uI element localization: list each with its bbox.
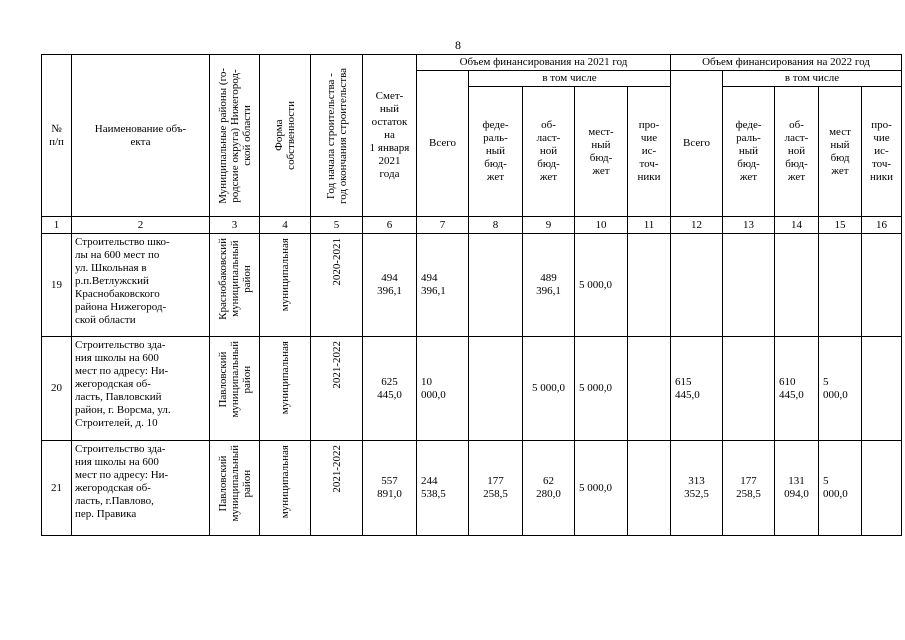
total-2022-value bbox=[671, 234, 723, 337]
column-number: 8 bbox=[469, 217, 523, 234]
header-district bbox=[210, 55, 260, 217]
district-text: Павловский муниципальный район bbox=[216, 341, 253, 418]
column-number: 13 bbox=[723, 217, 775, 234]
ownership-cell bbox=[260, 441, 311, 536]
column-number: 14 bbox=[775, 217, 819, 234]
header-federal-2022: феде- раль- ный бюд- жет bbox=[723, 87, 775, 217]
years-cell bbox=[311, 337, 363, 441]
column-number: 3 bbox=[210, 217, 260, 234]
federal-2021-value bbox=[469, 337, 523, 441]
other-2021-value bbox=[628, 234, 671, 337]
header-ownership bbox=[260, 55, 311, 217]
header-federal-2021: феде- раль- ный бюд- жет bbox=[469, 87, 523, 217]
header-ownership-text: Форма собственности bbox=[273, 101, 297, 170]
regional-2022-value: 131 094,0 bbox=[775, 441, 819, 536]
column-number: 9 bbox=[523, 217, 575, 234]
district-text: Павловский муниципальный район bbox=[216, 445, 253, 522]
header-years-text: Год начала строительства - год окончания строительства bbox=[324, 67, 349, 204]
header-including-2022: в том числе bbox=[723, 71, 902, 87]
row-number: 20 bbox=[42, 337, 72, 441]
column-number-row bbox=[42, 217, 902, 234]
years-text: 2021-2022 bbox=[330, 341, 343, 389]
table-row bbox=[42, 234, 902, 337]
row-number: 21 bbox=[42, 441, 72, 536]
other-2022-value bbox=[862, 234, 902, 337]
other-2021-value bbox=[628, 337, 671, 441]
federal-2022-value: 177 258,5 bbox=[723, 441, 775, 536]
regional-2021-value: 5 000,0 bbox=[523, 337, 575, 441]
header-years bbox=[311, 55, 363, 217]
district-cell bbox=[210, 441, 260, 536]
column-number: 5 bbox=[311, 217, 363, 234]
regional-2021-value: 489 396,1 bbox=[523, 234, 575, 337]
page-number: 8 bbox=[455, 38, 461, 52]
ownership-cell bbox=[260, 337, 311, 441]
column-number: 1 bbox=[42, 217, 72, 234]
column-number: 11 bbox=[628, 217, 671, 234]
header-fin-2022: Объем финансирования на 2022 год bbox=[671, 55, 902, 71]
years-cell bbox=[311, 234, 363, 337]
regional-2022-value: 610 445,0 bbox=[775, 337, 819, 441]
header-remainder: Смет- ный остаток на 1 января 2021 года bbox=[363, 55, 417, 217]
header-local-2022: мест ный бюд жет bbox=[819, 87, 862, 217]
local-2022-value: 5 000,0 bbox=[819, 441, 862, 536]
table-row bbox=[42, 441, 902, 536]
total-2022-value: 313 352,5 bbox=[671, 441, 723, 536]
column-number: 15 bbox=[819, 217, 862, 234]
header-district-text: Муниципальные районы (го- родские округа) Нижегород- ской области bbox=[216, 67, 253, 204]
header-regional-2021: об- ласт- ной бюд- жет bbox=[523, 87, 575, 217]
ownership-text: муниципальная bbox=[279, 445, 291, 519]
column-number: 16 bbox=[862, 217, 902, 234]
remainder-value: 625 445,0 bbox=[363, 337, 417, 441]
federal-2022-value bbox=[723, 337, 775, 441]
federal-2021-value: 177 258,5 bbox=[469, 441, 523, 536]
column-number: 2 bbox=[72, 217, 210, 234]
ownership-text: муниципальная bbox=[279, 341, 291, 415]
district-cell bbox=[210, 234, 260, 337]
total-2021-value: 244 538,5 bbox=[417, 441, 469, 536]
row-number: 19 bbox=[42, 234, 72, 337]
federal-2022-value bbox=[723, 234, 775, 337]
total-2021-value: 494 396,1 bbox=[417, 234, 469, 337]
total-2021-value: 10 000,0 bbox=[417, 337, 469, 441]
ownership-text: муниципальная bbox=[279, 238, 291, 312]
table-row bbox=[42, 337, 902, 441]
header-total-2021: Всего bbox=[417, 71, 469, 217]
local-2021-value: 5 000,0 bbox=[575, 234, 628, 337]
header-other-2021: про- чие ис- точ- ники bbox=[628, 87, 671, 217]
header-name: Наименование объ- екта bbox=[72, 55, 210, 217]
column-number: 7 bbox=[417, 217, 469, 234]
local-2022-value bbox=[819, 234, 862, 337]
local-2021-value: 5 000,0 bbox=[575, 337, 628, 441]
header-including-2021: в том числе bbox=[469, 71, 671, 87]
header-total-2022: Всего bbox=[671, 71, 723, 217]
local-2022-value: 5 000,0 bbox=[819, 337, 862, 441]
other-2022-value bbox=[862, 337, 902, 441]
regional-2022-value bbox=[775, 234, 819, 337]
column-number: 10 bbox=[575, 217, 628, 234]
header-other-2022: про- чие ис- точ- ники bbox=[862, 87, 902, 217]
other-2022-value bbox=[862, 441, 902, 536]
ownership-cell bbox=[260, 234, 311, 337]
district-cell bbox=[210, 337, 260, 441]
object-name: Строительство шко- лы на 600 мест по ул. Школьная в р.п.Ветлужский Краснобаковского района Нижегород- ской области bbox=[72, 234, 210, 337]
district-text: Краснобаковский муниципальный район bbox=[216, 238, 253, 320]
column-number: 12 bbox=[671, 217, 723, 234]
years-text: 2021-2022 bbox=[330, 445, 343, 493]
header-fin-2021: Объем финансирования на 2021 год bbox=[417, 55, 671, 71]
financing-table bbox=[41, 54, 902, 536]
other-2021-value bbox=[628, 441, 671, 536]
object-name: Строительство зда- ния школы на 600 мест по адресу: Ни- жегородская об- ласть, Павловский район, г. Ворсма, ул. Строителей, д. 10 bbox=[72, 337, 210, 441]
header-n: № п/п bbox=[42, 55, 72, 217]
remainder-value: 494 396,1 bbox=[363, 234, 417, 337]
column-number: 4 bbox=[260, 217, 311, 234]
object-name: Строительство зда- ния школы на 600 мест по адресу: Ни- жегородская об- ласть, г.Павлово, пер. Правика bbox=[72, 441, 210, 536]
header-regional-2022: об- ласт- ной бюд- жет bbox=[775, 87, 819, 217]
federal-2021-value bbox=[469, 234, 523, 337]
remainder-value: 557 891,0 bbox=[363, 441, 417, 536]
years-text: 2020-2021 bbox=[330, 238, 343, 286]
years-cell bbox=[311, 441, 363, 536]
header-local-2021: мест- ный бюд- жет bbox=[575, 87, 628, 217]
column-number: 6 bbox=[363, 217, 417, 234]
total-2022-value: 615 445,0 bbox=[671, 337, 723, 441]
local-2021-value: 5 000,0 bbox=[575, 441, 628, 536]
regional-2021-value: 62 280,0 bbox=[523, 441, 575, 536]
